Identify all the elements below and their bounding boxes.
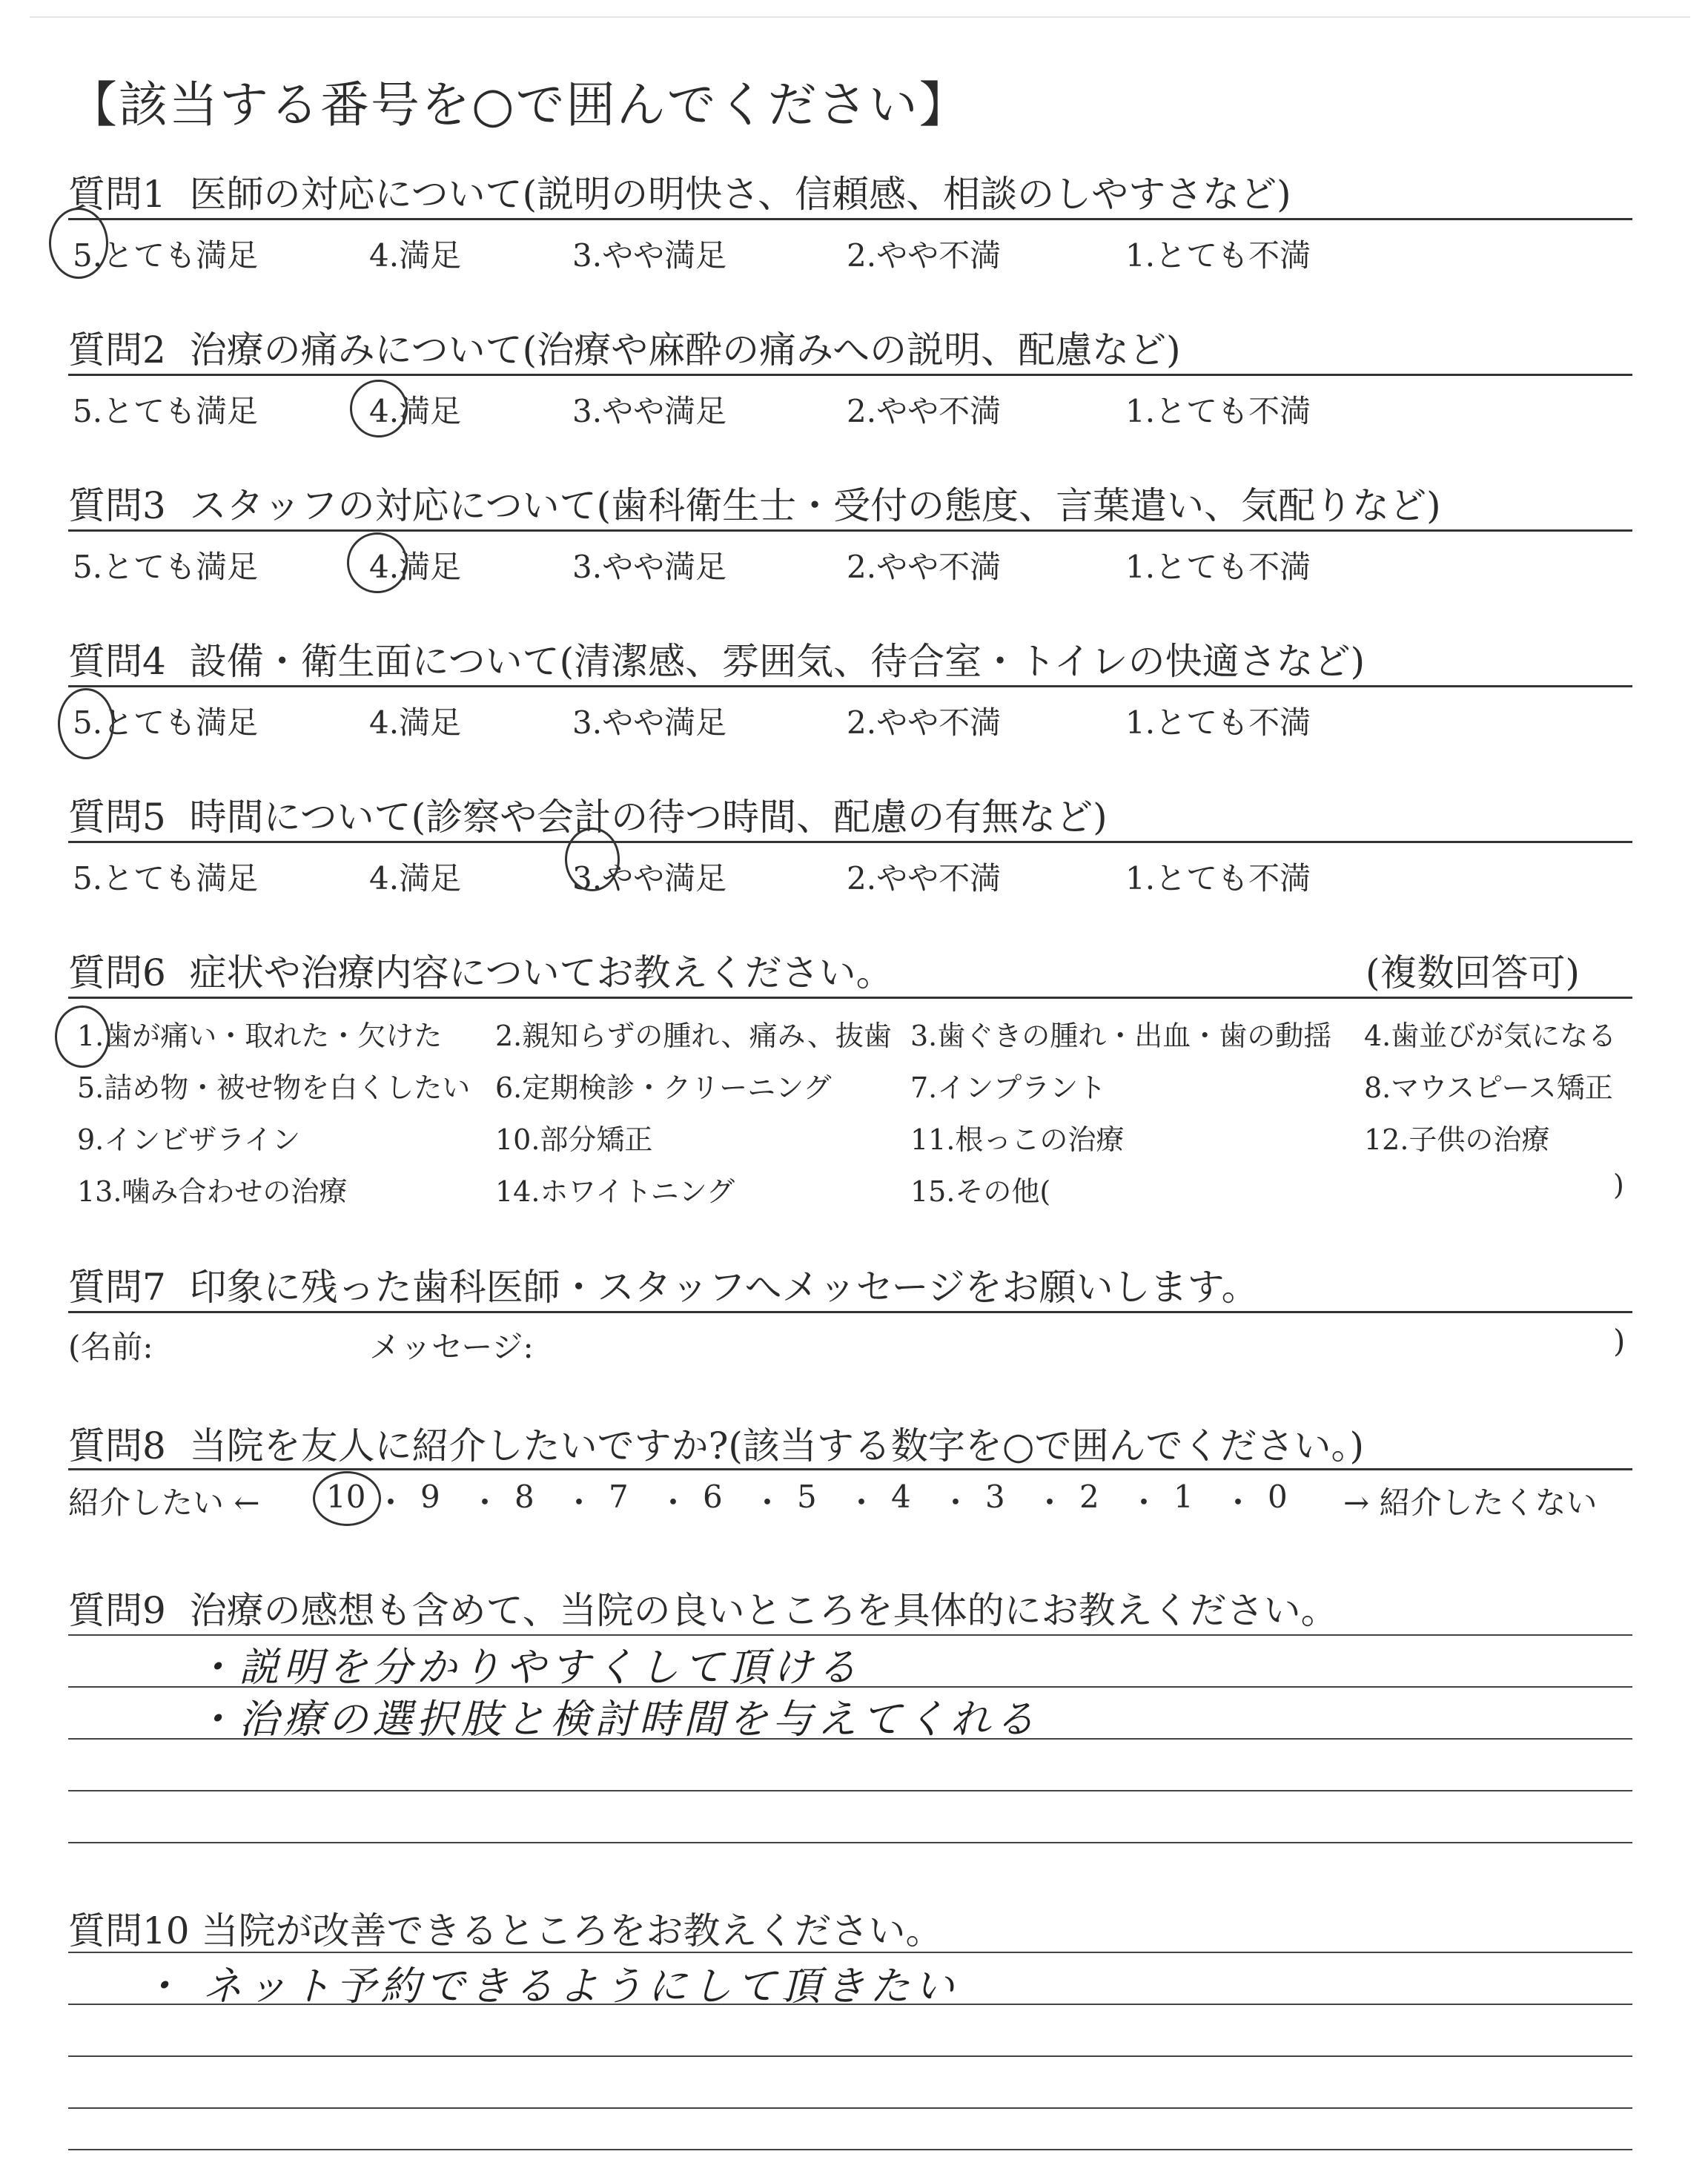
question-10 [68, 1901, 943, 1955]
recommend-score-6[interactable]: 6 [703, 1479, 723, 1515]
q6-item-11[interactable]: 11.根っこの治療 [910, 1123, 1125, 1156]
recommend-score-5[interactable]: 5 [797, 1479, 817, 1515]
message-field-label: メッセージ: [369, 1329, 534, 1365]
q6-selection-circle [55, 1005, 110, 1068]
q4-option-3[interactable]: 3.やや満足 [572, 704, 727, 741]
q6-item-9[interactable]: 9.インビザライン [77, 1123, 301, 1156]
question-8-label: 質問8 [68, 1424, 166, 1467]
q9-handwritten-answer-2: ・治療の選択肢と検討時間を与えてくれる [194, 1696, 1039, 1743]
q2-option-2[interactable]: 2.やや不満 [847, 393, 1002, 429]
question-8 [68, 1416, 1364, 1470]
question-8-rule [68, 1468, 1632, 1470]
q3-option-1[interactable]: 1.とても不満 [1125, 549, 1311, 585]
question-2-label: 質問2 [68, 328, 166, 371]
question-4 [68, 632, 1365, 685]
q6-item-5[interactable]: 5.詰め物・被せ物を白くしたい [77, 1071, 471, 1104]
q9-answer-line [68, 1790, 1632, 1791]
multiple-answer-note: (複数回答可) [1366, 951, 1580, 994]
scale-separator-dot: ・ [1128, 1484, 1160, 1521]
q1-option-2[interactable]: 2.やや不満 [847, 237, 1002, 274]
scale-separator-dot: ・ [1034, 1484, 1066, 1521]
scale-separator-dot: ・ [1222, 1484, 1254, 1521]
question-2-text: 治療の痛みについて(治療や麻酔の痛みへの説明、配慮など) [189, 328, 1181, 371]
q1-selection-circle [49, 208, 108, 279]
q4-option-1[interactable]: 1.とても不満 [1125, 704, 1311, 741]
q4-option-2[interactable]: 2.やや不満 [847, 704, 1002, 741]
q5-option-1[interactable]: 1.とても不満 [1125, 860, 1311, 896]
question-4-rule [68, 685, 1632, 687]
question-10-text: 当院が改善できるところをお教えください。 [201, 1909, 943, 1952]
q6-item-3[interactable]: 3.歯ぐきの腫れ・出血・歯の動揺 [910, 1020, 1332, 1052]
question-3-rule [68, 529, 1632, 532]
scale-separator-dot: ・ [752, 1484, 784, 1521]
question-4-label: 質問4 [68, 640, 166, 683]
q6-other-close-paren: ) [1613, 1169, 1624, 1201]
q9-answer-line [68, 1842, 1632, 1843]
question-6 [68, 943, 893, 997]
q6-item-14[interactable]: 14.ホワイトニング [495, 1175, 735, 1208]
q4-option-4[interactable]: 4.満足 [369, 704, 462, 741]
q3-option-3[interactable]: 3.やや満足 [572, 549, 727, 585]
question-3-label: 質問3 [68, 484, 166, 527]
q6-item-7[interactable]: 7.インプラント [910, 1071, 1107, 1104]
q5-option-4[interactable]: 4.満足 [369, 860, 462, 896]
question-10-label: 質問10 [68, 1909, 190, 1952]
q10-handwritten-answer-1: ・ ネット予約できるようにして頂きたい [141, 1963, 959, 2009]
recommend-score-10[interactable]: 10 [326, 1479, 366, 1515]
page-top-edge [30, 16, 1690, 18]
question-7 [68, 1258, 1259, 1311]
q3-option-4[interactable]: 4.満足 [369, 549, 462, 585]
q6-item-13[interactable]: 13.噛み合わせの治療 [77, 1175, 348, 1208]
message-close-paren: ) [1613, 1323, 1626, 1359]
q9-handwritten-answer-1: ・説明を分かりやすくして頂ける [194, 1644, 861, 1691]
q5-option-2[interactable]: 2.やや不満 [847, 860, 1002, 896]
recommend-score-7[interactable]: 7 [609, 1479, 629, 1515]
question-4-text: 設備・衛生面について(清潔感、雰囲気、待合室・トイレの快適さなど) [189, 640, 1366, 683]
question-5-label: 質問5 [68, 796, 166, 839]
q6-item-8[interactable]: 8.マウスピース矯正 [1364, 1071, 1613, 1104]
recommend-score-1[interactable]: 1 [1174, 1479, 1194, 1515]
name-field-label: (名前: [68, 1329, 153, 1365]
q5-option-3[interactable]: 3.やや満足 [572, 860, 727, 896]
question-3 [68, 476, 1441, 529]
question-1-text: 医師の対応について(説明の明快さ、信頼感、相談のしやすさなど) [189, 173, 1291, 216]
q1-option-1[interactable]: 1.とても不満 [1125, 237, 1311, 274]
q6-item-4[interactable]: 4.歯並びが気になる [1364, 1020, 1617, 1052]
scale-separator-dot: ・ [375, 1484, 407, 1521]
question-3-text: スタッフの対応について(歯科衛生士・受付の態度、言葉遣い、気配りなど) [189, 484, 1441, 527]
scale-separator-dot: ・ [658, 1484, 689, 1521]
q2-option-4[interactable]: 4.満足 [369, 393, 462, 429]
question-6-label: 質問6 [68, 951, 166, 994]
q3-option-2[interactable]: 2.やや不満 [847, 549, 1002, 585]
q6-item-10[interactable]: 10.部分矯正 [495, 1123, 653, 1156]
question-7-label: 質問7 [68, 1266, 166, 1309]
recommend-score-9[interactable]: 9 [420, 1479, 440, 1515]
question-9-text: 治療の感想も含めて、当院の良いところを具体的にお教えください。 [189, 1589, 1338, 1632]
q4-selection-circle [58, 688, 114, 759]
question-1-label: 質問1 [68, 173, 166, 216]
q4-option-5[interactable]: 5.とても満足 [73, 704, 259, 741]
question-9 [68, 1581, 1338, 1634]
recommend-left-label: 紹介したい ← [68, 1484, 260, 1521]
q8-selection-circle [313, 1471, 381, 1526]
q2-option-1[interactable]: 1.とても不満 [1125, 393, 1311, 429]
question-8-text: 当院を友人に紹介したいですか?(該当する数字を○で囲んでください。) [189, 1424, 1365, 1467]
scale-separator-dot: ・ [940, 1484, 972, 1521]
question-6-rule [68, 997, 1632, 999]
question-5-text: 時間について(診察や会計の待つ時間、配慮の有無など) [189, 796, 1108, 839]
q3-selection-circle [347, 532, 408, 593]
recommend-score-8[interactable]: 8 [514, 1479, 534, 1515]
q5-option-5[interactable]: 5.とても満足 [73, 860, 259, 896]
q5-selection-circle [565, 828, 620, 891]
q10-answer-line [68, 2149, 1632, 2150]
q6-item-6[interactable]: 6.定期検診・クリーニング [495, 1071, 832, 1104]
recommend-score-0[interactable]: 0 [1268, 1479, 1288, 1515]
question-1 [68, 165, 1291, 218]
recommend-score-2[interactable]: 2 [1079, 1479, 1099, 1515]
question-5-rule [68, 841, 1632, 843]
q10-answer-line [68, 2055, 1632, 2057]
q6-item-15-other[interactable]: 15.その他( [910, 1175, 1051, 1208]
q6-item-2[interactable]: 2.親知らずの腫れ、痛み、抜歯 [495, 1020, 892, 1052]
question-1-rule [68, 218, 1632, 220]
q2-option-5[interactable]: 5.とても満足 [73, 393, 259, 429]
question-9-label: 質問9 [68, 1589, 166, 1632]
recommend-right-label: → 紹介したくない [1343, 1484, 1598, 1521]
scale-separator-dot: ・ [469, 1484, 501, 1521]
q6-item-1[interactable]: 1.歯が痛い・取れた・欠けた [77, 1020, 443, 1052]
question-7-text: 印象に残った歯科医師・スタッフへメッセージをお願いします。 [189, 1266, 1259, 1309]
scale-separator-dot: ・ [846, 1484, 878, 1521]
scale-separator-dot: ・ [563, 1484, 595, 1521]
page-title: 【該当する番号を○で囲んでください】 [68, 76, 970, 133]
q2-option-3[interactable]: 3.やや満足 [572, 393, 727, 429]
q1-option-3[interactable]: 3.やや満足 [572, 237, 727, 274]
question-7-rule [68, 1311, 1632, 1313]
recommend-score-4[interactable]: 4 [891, 1479, 911, 1515]
q6-item-12[interactable]: 12.子供の治療 [1364, 1123, 1550, 1156]
q3-option-5[interactable]: 5.とても満足 [73, 549, 259, 585]
q1-option-5[interactable]: 5.とても満足 [73, 237, 259, 274]
question-6-text: 症状や治療内容についてお教えください。 [189, 951, 893, 994]
q1-option-4[interactable]: 4.満足 [369, 237, 462, 274]
recommend-score-3[interactable]: 3 [985, 1479, 1005, 1515]
q10-answer-line [68, 1952, 1632, 1953]
question-2-rule [68, 374, 1632, 376]
question-2 [68, 320, 1181, 374]
q10-answer-line [68, 2107, 1632, 2109]
q2-selection-circle [350, 380, 408, 437]
